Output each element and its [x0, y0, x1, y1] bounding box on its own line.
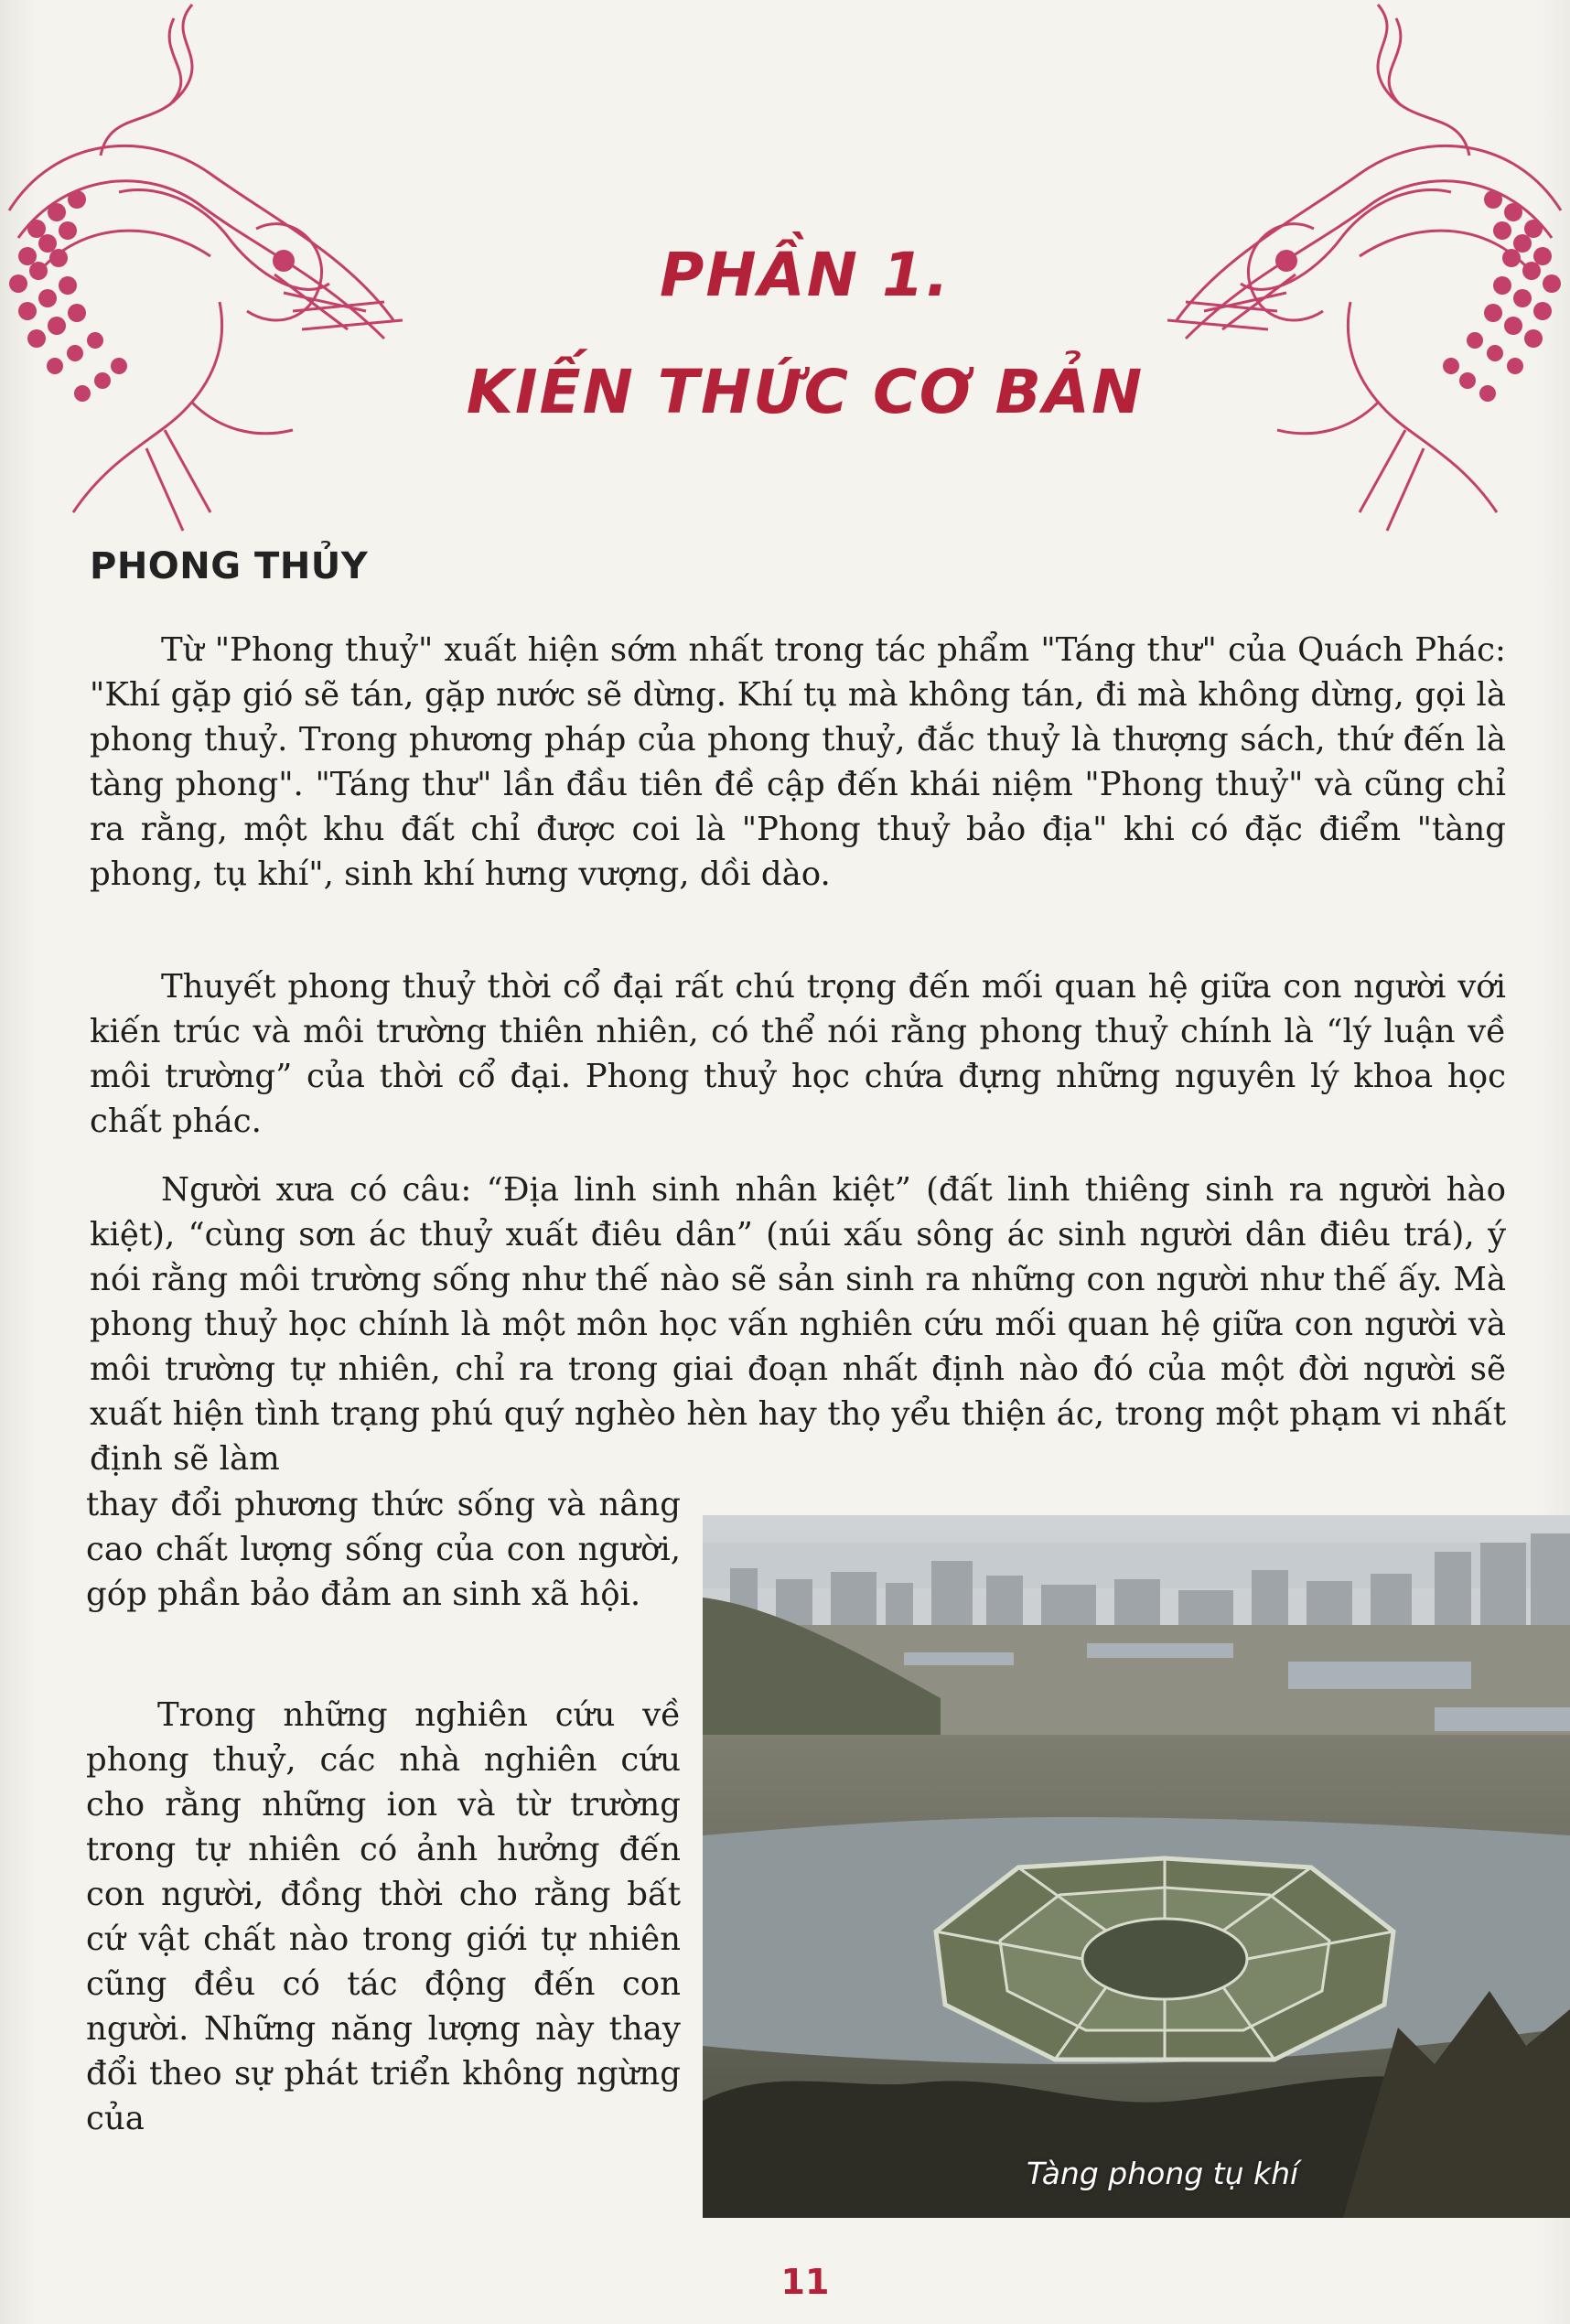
part-label: PHẦN 1.: [660, 240, 951, 310]
part-title: KIẾN THỨC CƠ BẢN: [466, 357, 1145, 427]
page-number: 11: [780, 2262, 830, 2302]
landscape-photo: [703, 1515, 1570, 2218]
paragraph-2: Thuyết phong thuỷ thời cổ đại rất chú trọng đến mối quan hệ giữa con người với kiến trúc và môi trường thiên nhiên, có thể nói rằng phong thuỷ chính là “lý luận về môi trường” của thời cổ đại. Phong thuỷ học chứa đựng những nguyên lý khoa học chất phác.: [90, 968, 1506, 1140]
dragon-ornament-left-icon: [0, 0, 421, 549]
paragraph-3-continued: thay đổi phương thức sống và nâng cao chất lượng sống của con người, góp phần bảo đảm an sinh xã hội.: [86, 1486, 681, 1613]
photo-caption: Tàng phong tụ khí: [1027, 2156, 1299, 2191]
paragraph-1: Từ "Phong thuỷ" xuất hiện sớm nhất trong tác phẩm "Táng thư" của Quách Phác: "Khí gặp gió sẽ tán, gặp nước sẽ dừng. Khí tụ mà không tán, đi mà không dừng, gọi là phong thuỷ. Trong phương pháp của phong thuỷ, đắc thuỷ là thượng sách, thứ đến là tàng phong". "Táng thư" lần đầu tiên đề cập đến khái niệm "Phong thuỷ" và cũng chỉ ra rằng, một khu đất chỉ được coi là "Phong thuỷ bảo địa" khi có đặc điểm "tàng phong, tụ khí", sinh khí hưng vượng, dồi dào.: [90, 631, 1506, 893]
paragraph-3: Người xưa có câu: “Địa linh sinh nhân kiệt” (đất linh thiêng sinh ra người hào kiệt), “cùng sơn ác thuỷ xuất điêu dân” (núi xấu sông ác sinh người dân điêu trá), ý nói rằng môi trường sống như thế nào sẽ sản sinh ra những con người như thế ấy. Mà phong thuỷ học chính là một môn học vấn nghiên cứu mối quan hệ giữa con người và môi trường tự nhiên, chỉ ra trong giai đoạn nhất định nào đó của một đời người sẽ xuất hiện tình trạng phú quý nghèo hèn hay thọ yểu thiện ác, trong một phạm vi nhất định sẽ làm: [90, 1171, 1506, 1478]
paragraph-4: Trong những nghiên cứu về phong thuỷ, các nhà nghiên cứu cho rằng những ion và từ trường trong tự nhiên có ảnh hưởng đến con người, đồng thời cho rằng bất cứ vật chất nào trong giới tự nhiên cũng đều có tác động đến con người. Những năng lượng này thay đổi theo sự phát triển không ngừng của: [86, 1696, 681, 2137]
section-heading: PHONG THỦY: [90, 545, 369, 587]
bagua-landscape-image: [703, 1515, 1570, 2218]
